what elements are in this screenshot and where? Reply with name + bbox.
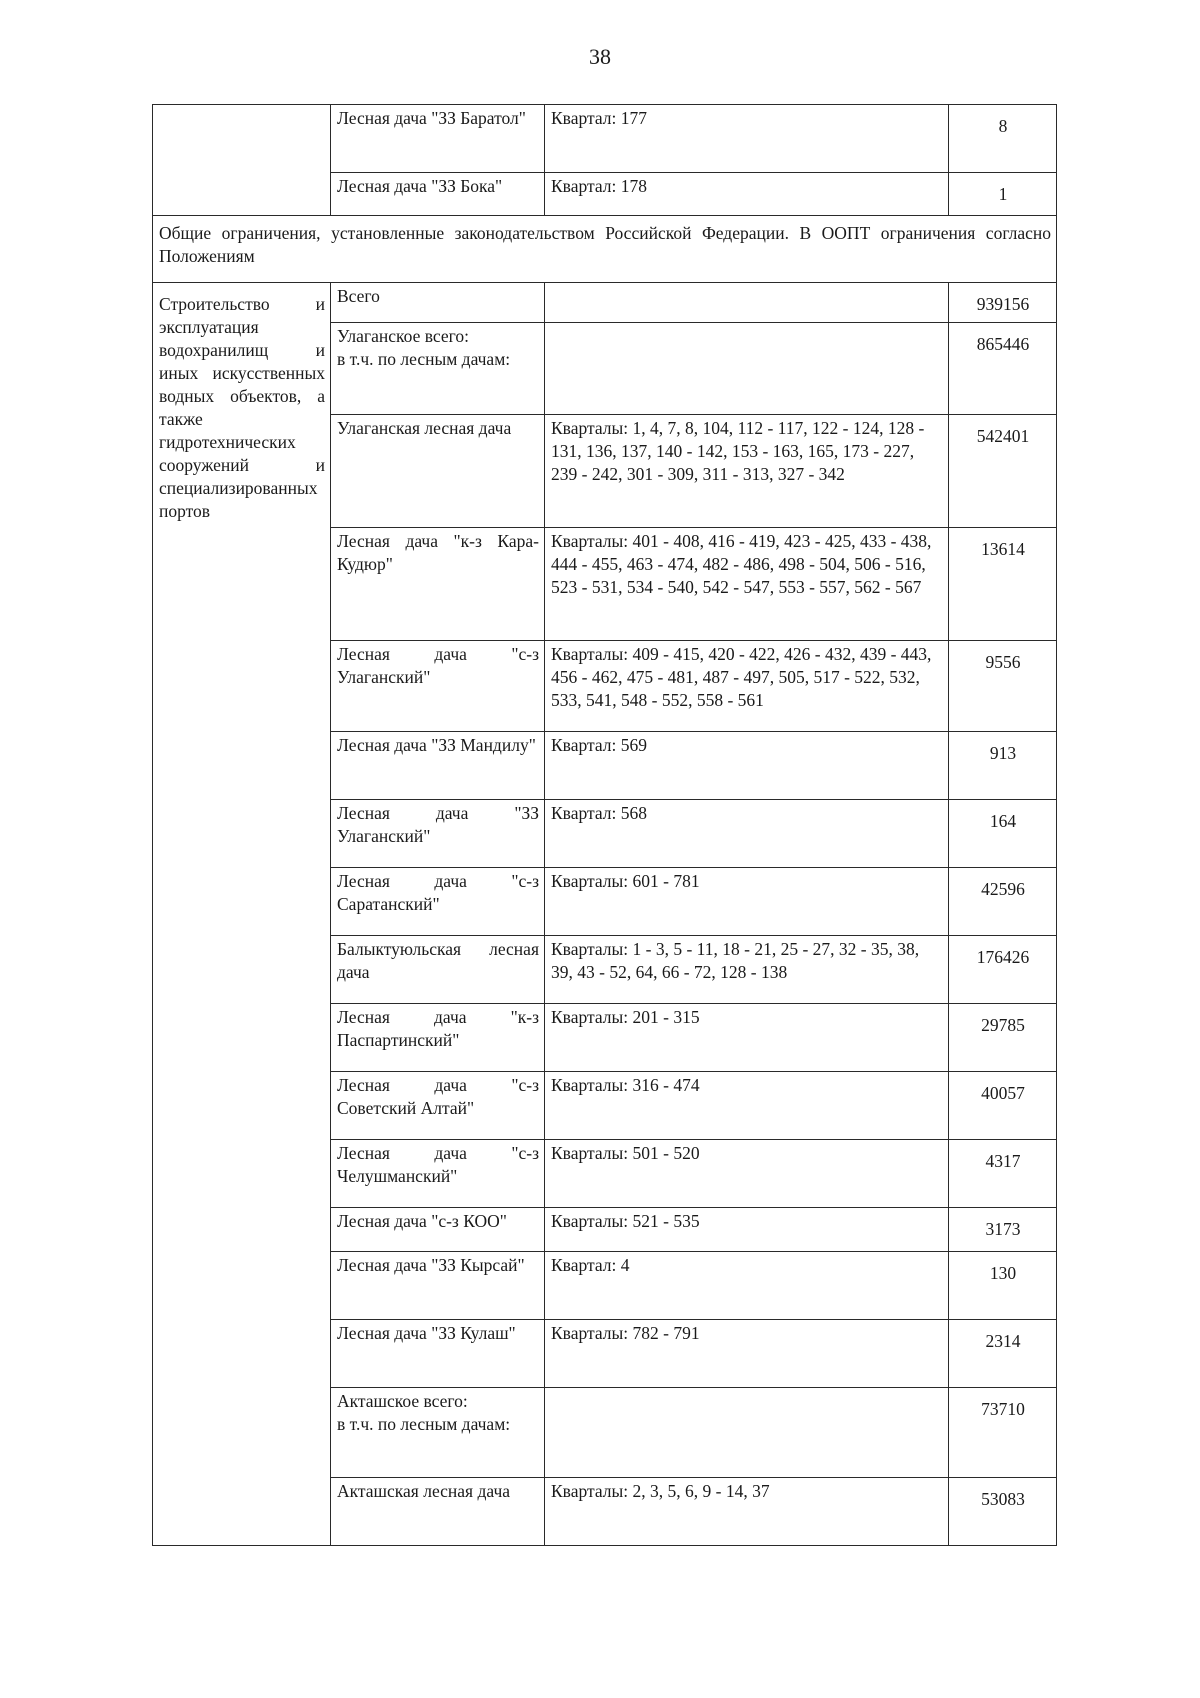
restrictions-table bbox=[152, 104, 1057, 1546]
quarters-cell: Кварталы: 601 - 781 bbox=[545, 868, 949, 936]
area-cell: 42596 bbox=[949, 868, 1057, 936]
quarters-cell: Кварталы: 1, 4, 7, 8, 104, 112 - 117, 122 - 124, 128 - 131, 136, 137, 140 - 142, 153 - 163, 165, 173 - 227, 239 - 242, 301 - 309, 311 - 313, 327 - 342 bbox=[545, 415, 949, 528]
quarters-cell: Квартал: 178 bbox=[545, 173, 949, 216]
quarters-cell: Кварталы: 521 - 535 bbox=[545, 1208, 949, 1252]
area-cell: 53083 bbox=[949, 1478, 1057, 1546]
subtotal-breakdown-label: в т.ч. по лесным дачам: bbox=[337, 1414, 511, 1434]
quarters-cell: Кварталы: 501 - 520 bbox=[545, 1140, 949, 1208]
quarters-cell: Квартал: 177 bbox=[545, 105, 949, 173]
forest-dacha-name: Лесная дача "ЗЗ Улаганский" bbox=[331, 800, 545, 868]
forest-dacha-name: Лесная дача "ЗЗ Кырсай" bbox=[331, 1252, 545, 1320]
forest-dacha-name: Лесная дача "ЗЗ Мандилу" bbox=[331, 732, 545, 800]
forest-dacha-name: Акташская лесная дача bbox=[331, 1478, 545, 1546]
area-cell: 73710 bbox=[949, 1388, 1057, 1478]
forest-dacha-name: Всего bbox=[331, 283, 545, 323]
quarters-cell: Кварталы: 401 - 408, 416 - 419, 423 - 425, 433 - 438, 444 - 455, 463 - 474, 482 - 486, 498 - 504, 506 - 516, 523 - 531, 534 - 540, 542 - 547, 553 - 557, 562 - 567 bbox=[545, 528, 949, 641]
page-number: 38 bbox=[589, 44, 611, 69]
quarters-cell bbox=[545, 1388, 949, 1478]
quarters-cell: Кварталы: 316 - 474 bbox=[545, 1072, 949, 1140]
merged-note-row bbox=[153, 216, 1057, 283]
area-cell: 3173 bbox=[949, 1208, 1057, 1252]
quarters-cell: Квартал: 569 bbox=[545, 732, 949, 800]
forest-dacha-name: Балыктуюльская лесная дача bbox=[331, 936, 545, 1004]
forest-dacha-name bbox=[331, 323, 545, 415]
forest-dacha-name: Лесная дача "ЗЗ Баратол" bbox=[331, 105, 545, 173]
forest-dacha-name: Лесная дача "с-з Улаганский" bbox=[331, 641, 545, 732]
area-cell: 13614 bbox=[949, 528, 1057, 641]
area-cell: 176426 bbox=[949, 936, 1057, 1004]
area-cell: 4317 bbox=[949, 1140, 1057, 1208]
area-cell: 939156 bbox=[949, 283, 1057, 323]
quarters-cell bbox=[545, 283, 949, 323]
quarters-cell: Кварталы: 782 - 791 bbox=[545, 1320, 949, 1388]
forest-dacha-name: Лесная дача "к-з Паспартинский" bbox=[331, 1004, 545, 1072]
forest-dacha-name: Лесная дача "к-з Кара-Кудюр" bbox=[331, 528, 545, 641]
forest-dacha-name bbox=[331, 1388, 545, 1478]
quarters-cell: Кварталы: 201 - 315 bbox=[545, 1004, 949, 1072]
quarters-cell bbox=[545, 323, 949, 415]
quarters-cell: Кварталы: 2, 3, 5, 6, 9 - 14, 37 bbox=[545, 1478, 949, 1546]
area-cell: 29785 bbox=[949, 1004, 1057, 1072]
empty-cell bbox=[153, 105, 331, 216]
area-cell: 865446 bbox=[949, 323, 1057, 415]
quarters-cell: Квартал: 568 bbox=[545, 800, 949, 868]
table-row bbox=[153, 105, 1057, 173]
area-cell: 164 bbox=[949, 800, 1057, 868]
quarters-cell: Кварталы: 1 - 3, 5 - 11, 18 - 21, 25 - 27, 32 - 35, 38, 39, 43 - 52, 64, 66 - 72, 128 - 138 bbox=[545, 936, 949, 1004]
area-cell: 130 bbox=[949, 1252, 1057, 1320]
subtotal-breakdown-label: в т.ч. по лесным дачам: bbox=[337, 349, 511, 369]
forest-dacha-name: Лесная дача "с-з КОО" bbox=[331, 1208, 545, 1252]
general-restrictions-note: Общие ограничения, установленные законодательством Российской Федерации. В ООПТ ограничения согласно Положениям bbox=[153, 216, 1057, 283]
subtotal-label: Акташское всего: bbox=[337, 1391, 468, 1411]
forest-dacha-name: Лесная дача "ЗЗ Бока" bbox=[331, 173, 545, 216]
area-cell: 9556 bbox=[949, 641, 1057, 732]
forest-dacha-name: Лесная дача "ЗЗ Кулаш" bbox=[331, 1320, 545, 1388]
forest-dacha-name: Лесная дача "с-з Саратанский" bbox=[331, 868, 545, 936]
area-cell: 2314 bbox=[949, 1320, 1057, 1388]
forest-dacha-name: Улаганская лесная дача bbox=[331, 415, 545, 528]
forest-dacha-name: Лесная дача "с-з Советский Алтай" bbox=[331, 1072, 545, 1140]
area-cell: 1 bbox=[949, 173, 1057, 216]
quarters-cell: Квартал: 4 bbox=[545, 1252, 949, 1320]
quarters-cell: Кварталы: 409 - 415, 420 - 422, 426 - 432, 439 - 443, 456 - 462, 475 - 481, 487 - 497, 505, 517 - 522, 532, 533, 541, 548 - 552, 558 - 561 bbox=[545, 641, 949, 732]
area-cell: 913 bbox=[949, 732, 1057, 800]
restriction-category: Строительство и эксплуатация водохранилищ и иных искусственных водных объектов, а также гидротехнических сооружений и специализированных портов bbox=[153, 283, 331, 1546]
table-row bbox=[153, 283, 1057, 323]
area-cell: 8 bbox=[949, 105, 1057, 173]
area-cell: 40057 bbox=[949, 1072, 1057, 1140]
area-cell: 542401 bbox=[949, 415, 1057, 528]
subtotal-label: Улаганское всего: bbox=[337, 326, 469, 346]
forest-dacha-name: Лесная дача "с-з Челушманский" bbox=[331, 1140, 545, 1208]
